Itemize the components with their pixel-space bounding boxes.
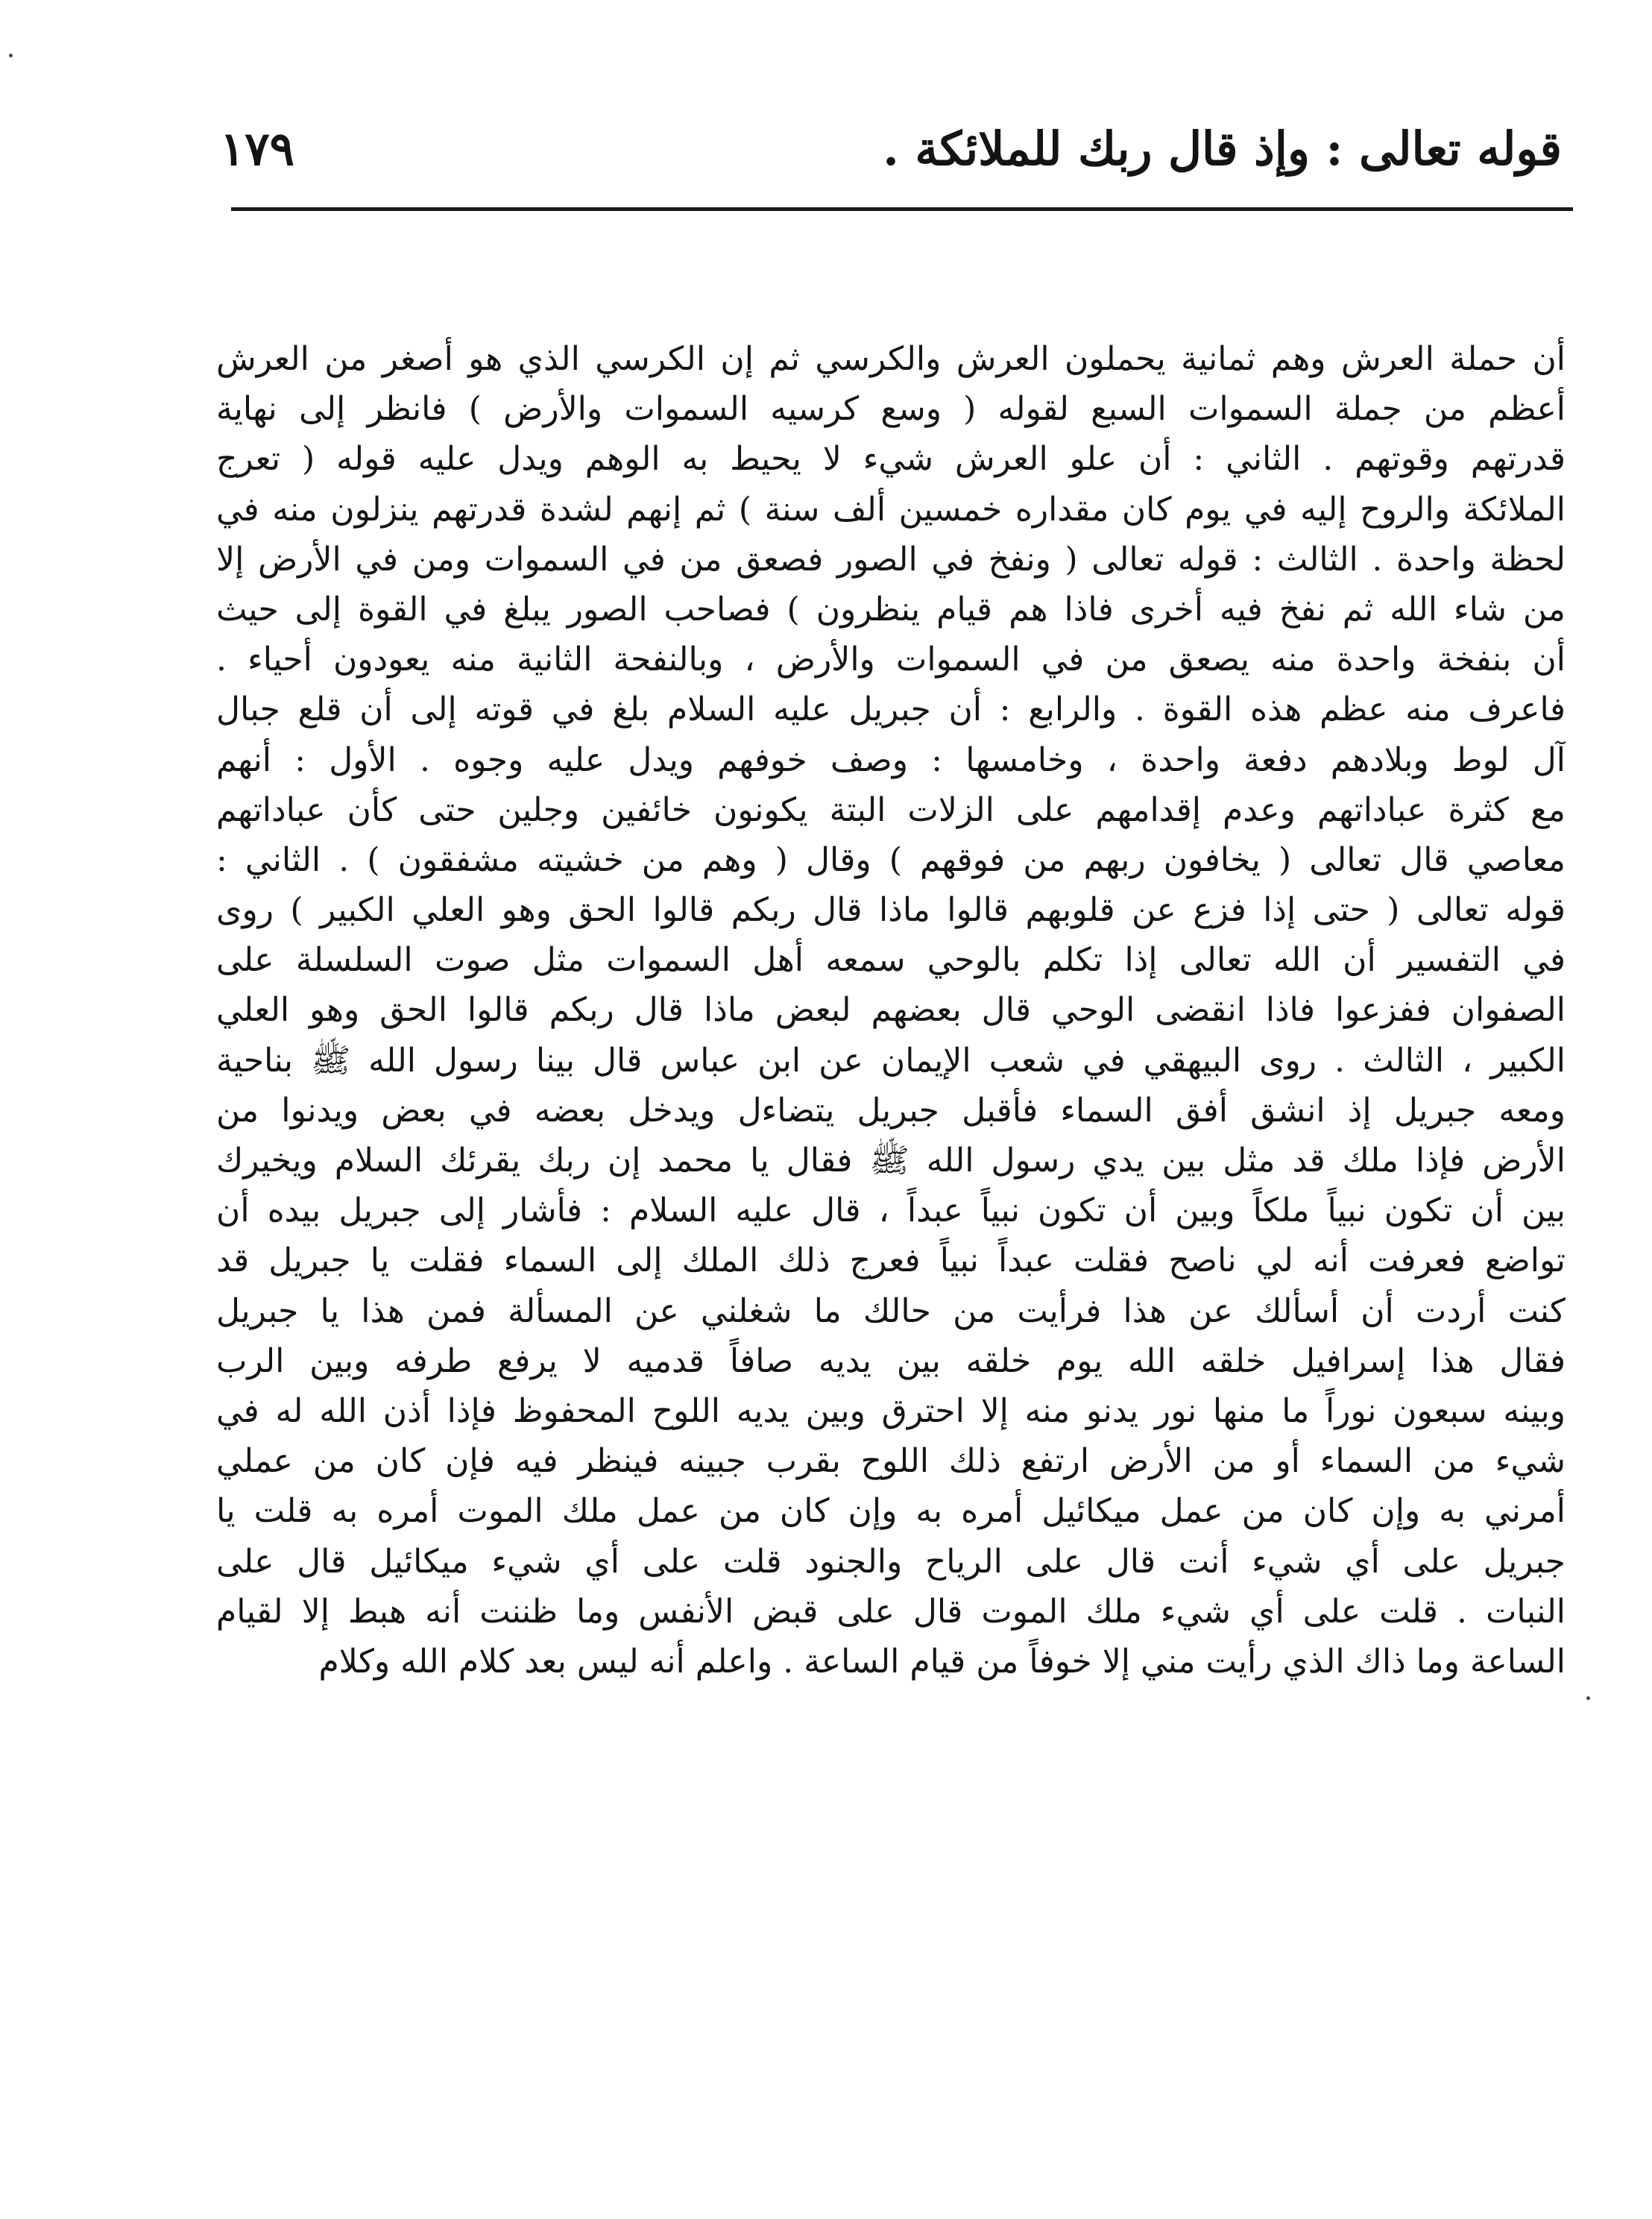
text-line: ومعه جبريل إذ انشق أفق السماء فأقبل جبريل يتضاءل ويدخل بعضه في بعض ويدنوا من	[216, 1091, 1566, 1130]
running-head	[205, 112, 1577, 194]
text-line: شيء من السماء أو من الأرض ارتفع ذلك اللوح بقرب جبينه فينظر فيه فإن كان من عملي	[216, 1442, 1566, 1481]
text-line: أعظم من جملة السموات السبع لقوله ( وسع كرسيه السموات والأرض ) فانظر إلى نهاية	[216, 390, 1566, 429]
text-line: الكبير ، الثالث . روى البيهقي في شعب الإيمان عن ابن عباس قال بينا رسول الله ﷺ بناحية	[216, 1041, 1566, 1080]
text-line: مع كثرة عباداتهم وعدم إقدامهم على الزلات البتة يكونون خائفين وجلين حتى كأن عباداتهم	[216, 790, 1566, 829]
text-line: قوله تعالى ( حتى إذا فزع عن قلوبهم قالوا ماذا قال ربكم قالوا الحق وهو العلي الكبير ) روى	[216, 891, 1566, 930]
text-line: قدرتهم وقوتهم . الثاني : أن علو العرش شيء لا يحيط به الوهم ويدل عليه قوله ( تعرج	[216, 440, 1566, 479]
text-line: جبريل على أي شيء أنت قال على الرياح والجنود قلت على أي شيء ميكائيل قال على	[216, 1542, 1566, 1581]
text-line: فقال هذا إسرافيل خلقه الله يوم خلقه بين يديه صافاً قدميه لا يرفع طرفه وبين الرب	[216, 1341, 1566, 1380]
text-line: أن بنفخة واحدة منه يصعق من في السموات والأرض ، وبالنفحة الثانية منه يعودون أحياء .	[216, 640, 1566, 679]
text-line: الملائكة والروح إليه في يوم كان مقداره خمسين ألف سنة ) ثم إنهم لشدة قدرتهم ينزلون منه في	[216, 490, 1566, 529]
chapter-heading: قوله تعالى : وإذ قال ربك للملائكة .	[883, 122, 1562, 176]
text-line: في التفسير أن الله تعالى إذا تكلم بالوحي سمعه أهل السموات مثل صوت السلسلة على	[216, 941, 1566, 980]
text-line: بين أن تكون نبياً ملكاً وبين أن تكون نبياً عبداً ، قال عليه السلام : فأشار إلى جبريل بيده أن	[216, 1192, 1566, 1230]
body-text	[216, 334, 1566, 1687]
text-line: لحظة واحدة . الثالث : قوله تعالى ( ونفخ في الصور فصعق من في السموات ومن في الأرض إلا	[216, 540, 1566, 579]
text-line: آل لوط وبلادهم دفعة واحدة ، وخامسها : وصف خوفهم ويدل عليه وجوه . الأول : أنهم	[216, 740, 1566, 779]
text-line: كنت أردت أن أسألك عن هذا فرأيت من حالك ما شغلني عن المسألة فمن هذا يا جبريل	[216, 1291, 1566, 1330]
text-line: أن حملة العرش وهم ثمانية يحملون العرش والكرسي ثم إن الكرسي الذي هو أصغر من العرش	[216, 340, 1566, 378]
text-line: تواضع فعرفت أنه لي ناصح فقلت عبداً نبياً فعرج ذلك الملك إلى السماء فقلت يا جبريل قد	[216, 1241, 1566, 1280]
header-rule	[231, 207, 1573, 211]
text-line: الساعة وما ذاك الذي رأيت مني إلا خوفاً من قيام الساعة . واعلم أنه ليس بعد كلام الله وكلام	[318, 1642, 1566, 1681]
page-number: ١٧٩	[220, 122, 294, 176]
text-line: معاصي قال تعالى ( يخافون ربهم من فوقهم ) وقال ( وهم من خشيته مشفقون ) . الثاني :	[216, 840, 1566, 879]
text-line: فاعرف منه عظم هذه القوة . والرابع : أن جبريل عليه السلام بلغ في قوته إلى أن قلع جبال	[216, 690, 1566, 729]
text-line: الأرض فإذا ملك قد مثل بين يدي رسول الله ﷺ فقال يا محمد إن ربك يقرئك السلام ويخيرك	[216, 1142, 1566, 1180]
text-line: وبينه سبعون نوراً ما منها نور يدنو منه إلا احترق وبين يديه اللوح المحفوظ فإذا أذن الله له في	[216, 1391, 1566, 1430]
scan-speck	[9, 54, 13, 57]
text-line: النبات . قلت على أي شيء ملك الموت قال على قبض الأنفس وما ظننت أنه هبط إلا لقيام	[216, 1592, 1566, 1631]
text-line: الصفوان ففزعوا فاذا انقضى الوحي قال بعضهم لبعض ماذا قال ربكم قالوا الحق وهو العلي	[216, 991, 1566, 1030]
text-line: من شاء الله ثم نفخ فيه أخرى فاذا هم قيام ينظرون ) فصاحب الصور يبلغ في القوة إلى حيث	[216, 590, 1566, 629]
scan-speck	[1586, 1696, 1590, 1700]
text-line: أمرني به وإن كان من عمل ميكائيل أمره به وإن كان من عمل ملك الموت أمره به قلت يا	[216, 1492, 1566, 1531]
